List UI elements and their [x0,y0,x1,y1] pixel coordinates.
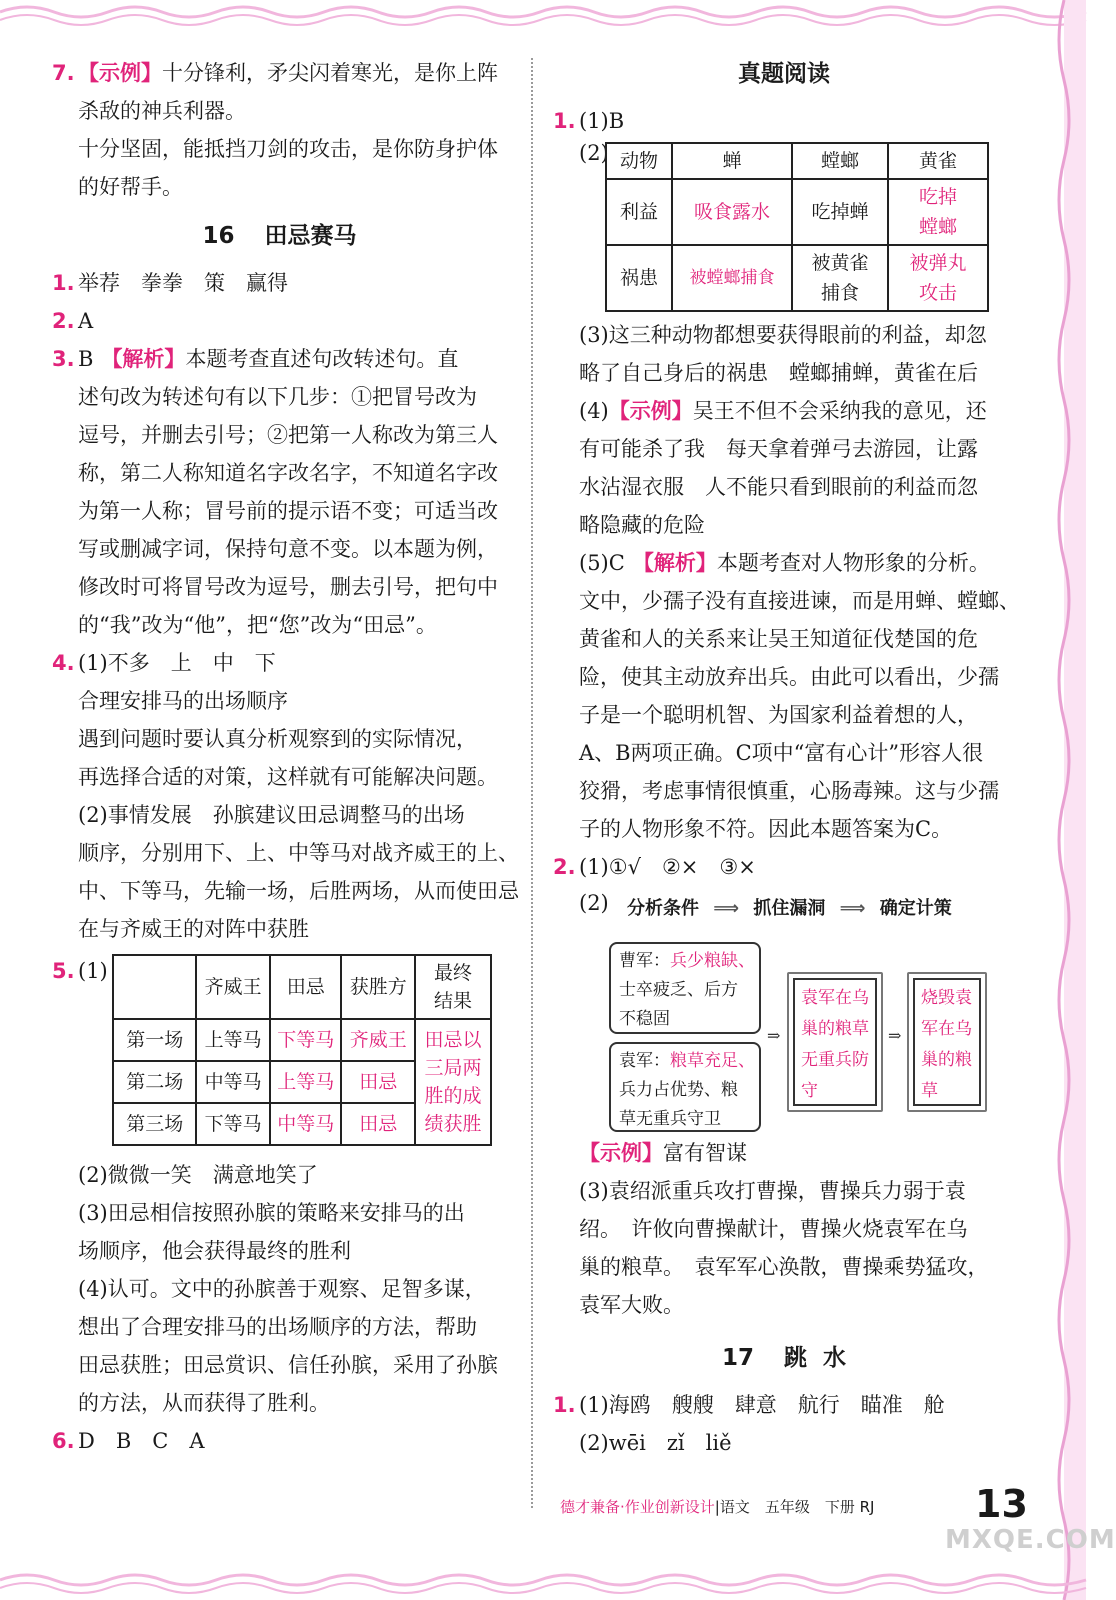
box-line: 草 [921,1081,938,1101]
table-header: 获胜方 [341,955,415,1019]
analysis-line: 子的人物形象不符。因此本题答案为C。 [579,817,953,841]
arrow-right-icon: ⟹ [839,898,866,919]
book-info: |语文 五年级 下册 RJ [714,1498,875,1516]
answer-line: 袁军大败。 [579,1293,684,1317]
table-cell: 利益 [606,179,672,245]
table-cell: 下等马 [270,1019,342,1061]
table-cell: 吃掉蝉 [792,179,888,245]
answer-line: 场顺序，他会获得最终的胜利 [78,1239,351,1263]
box-line: 军在乌 [921,1019,972,1039]
final-result-header: 最终结果 [433,962,472,1012]
section-name: 跳 [784,1345,807,1371]
answer-prefix: (2) [579,141,609,165]
reading-title: 真题阅读 [738,61,830,87]
flow-step: 抓住漏洞 [753,898,826,919]
answer-line: 略了自己身后的祸患 螳螂捕蝉，黄雀在后 [579,361,978,385]
answer-line: 遇到问题时要认真分析观察到的实际情况， [78,727,477,751]
flow-step: 确定计策 [879,898,952,919]
table-header: 田忌 [270,955,342,1019]
table-header: 齐威王 [196,955,270,1019]
answer-line: 【示例】富有智谋 [579,1141,747,1165]
arrow-right-icon: ⟹ [713,898,740,919]
pinyin-answer: (2)wēi zǐ liě [579,1431,732,1455]
box-pink-text: 粮草充足、 [670,1051,755,1071]
answer-line: 的方法，从而获得了胜利。 [78,1391,330,1415]
answer-prefix: (2) [579,891,609,915]
table-cell: 第三场 [113,1103,196,1145]
loophole-text [793,978,877,1106]
table-cell: 田忌 [341,1103,415,1145]
box-text: 不稳固 [619,1009,670,1029]
answer-line: (2)微微一笑 满意地笑了 [78,1163,318,1187]
brand-name: 德才兼备·作业创新设计 [560,1498,715,1516]
table-cell [888,179,988,245]
answer-7: 7. 【示例】十分锋利，矛尖闪着寒光，是你上阵 [52,61,498,85]
decorative-top-border [0,0,1086,30]
section-name: 田忌赛马 [264,223,357,249]
answer-line: 绍。 许攸向曹操献计，曹操火烧袁军在乌 [579,1217,968,1241]
section-number: 16 [202,223,235,249]
answer-line: 合理安排马的出场顺序 [78,689,288,713]
box-line: 守 [801,1081,818,1101]
right-column [553,54,1020,1462]
arrow-right-icon: ⇒ [888,1026,902,1045]
reasoning-flowchart [579,886,1015,1134]
answer-line: (3)田忌相信按照孙膑的策略来安排马的出 [78,1201,465,1225]
yuan-army-box [609,1042,761,1132]
answer-line: (3)这三种动物都想要获得眼前的利益，却忽 [579,323,987,347]
table-cell: 齐威王 [341,1019,415,1061]
answer-line: 在与齐威王的对阵中获胜 [78,917,309,941]
column-divider [531,58,533,1508]
table-cell: 下等马 [196,1103,270,1145]
animal-table [605,142,989,312]
answer-16-4: 4. (1)不多 上 中 下 [52,651,276,675]
answer-line: (2)事情发展 孙膑建议田忌调整马的出场 [78,803,465,827]
table-header: 蝉 [672,143,792,179]
final-result-text: 田忌以三局两胜的成绩获胜 [424,1028,482,1135]
section-name: 水 [823,1345,846,1371]
answer-line: (4)认可。文中的孙膑善于观察、足智多谋， [78,1277,486,1301]
analysis-line: 述句改为转述句有以下几步：①把冒号改为 [78,385,477,409]
section-title-16 [52,216,507,256]
answer-16-2: 2. A [52,309,94,333]
answer-line: 想出了合理安排马的出场顺序的方法，帮助 [78,1315,477,1339]
cell-text: 吃掉螳螂 [918,186,957,238]
table-cell: 中等马 [196,1061,270,1103]
analysis-line: 文中，少孺子没有直接进谏，而是用蝉、螳螂、 [579,589,1020,613]
section-title-17 [553,1338,1015,1378]
cao-army-box [609,942,761,1034]
table-cell: 第二场 [113,1061,196,1103]
decorative-bottom-border [0,1566,1086,1600]
strategy-text [913,978,981,1106]
table-header-empty [113,955,196,1019]
box-line: 巢的粮草 [801,1019,869,1039]
box-text: 兵力占优势、粮 [619,1080,738,1100]
table-header: 黄雀 [888,143,988,179]
box-line: 无重兵防 [801,1050,869,1070]
answer-line: (4)【示例】吴王不但不会采纳我的意见，还 [579,399,987,423]
watermark-logo: MXQE.COM [945,1525,1116,1555]
box-label: 袁军： [619,1051,670,1071]
answer-16-3: 3. B 【解析】本题考查直述句改转述句。直 [52,347,459,371]
answer-16-1: 1. 举荐 拳拳 策 赢得 [52,271,288,295]
box-text: 士卒疲乏、后方 [619,980,738,1000]
left-column [52,54,519,1460]
cell-text: 被弹丸攻击 [909,252,967,304]
table-cell: 田忌 [341,1061,415,1103]
table-cell: 被螳螂捕食 [672,245,792,311]
answer-line: (5)C 【解析】本题考查对人物形象的分析。 [579,551,990,575]
analysis-line: 子是一个聪明机智、为国家利益着想的人， [579,703,978,727]
analysis-line: 逗号，并删去引号；②把第一人称改为第三人 [78,423,498,447]
race-result-table [112,954,492,1146]
table-cell: 祸患 [606,245,672,311]
table-cell: 上等马 [196,1019,270,1061]
table-cell: 第一场 [113,1019,196,1061]
answer-line: 略隐藏的危险 [579,513,705,537]
answer-line: 田忌获胜；田忌赏识、信任孙膑，采用了孙膑 [78,1353,498,1377]
analysis-line: 称，第二人称知道名字改名字，不知道名字改 [78,461,498,485]
table-cell: 吸食露水 [672,179,792,245]
analysis-line: 写或删减字词，保持句意不变。以本题为例， [78,537,498,561]
box-pink-text: 兵少粮缺、 [670,951,755,971]
analysis-line: 的“我”改为“他”，把“您”改为“田忌”。 [78,613,437,637]
analysis-line: 为第一人称；冒号前的提示语不变；可适当改 [78,499,498,523]
table-cell: 上等马 [270,1061,342,1103]
analysis-line: A、B两项正确。C项中“富有心计”形容人很 [579,741,984,765]
cell-text: 被黄雀捕食 [811,252,869,304]
box-line: 巢的粮 [921,1050,972,1070]
table-cell [888,245,988,311]
section-number: 17 [721,1345,754,1371]
reading-2: 2. (1)①√ ②× ③× [553,855,756,879]
answer-7-line: 十分坚固，能抵挡刀剑的攻击，是你防身护体 [78,137,498,161]
box-line: 袁军在乌 [801,988,869,1008]
page-number: 13 [975,1482,1028,1526]
answer-line: 有可能杀了我 每天拿着弹弓去游园，让露 [579,437,978,461]
reading-1-table-wrap [553,140,1015,316]
answer-7-line: 的好帮手。 [78,175,183,199]
box-text: 草无重兵守卫 [619,1109,721,1129]
box-label: 曹军： [619,951,670,971]
answer-7-line: 杀敌的神兵利器。 [78,99,246,123]
loophole-box [787,972,883,1112]
answer-line: 中、下等马，先输一场，后胜两场，从而使田忌 [78,879,519,903]
analysis-line: 修改时可将冒号改为逗号，删去引号，把句中 [78,575,498,599]
answer-line: (3)袁绍派重兵攻打曹操，曹操兵力弱于袁 [579,1179,966,1203]
analysis-line: 险，使其主动放弃出兵。由此可以看出，少孺 [579,665,999,689]
answer-16-5 [52,952,507,1156]
answer-17-1: 1. (1)海鸥 艘艘 肆意 航行 瞄准 舱 [553,1393,945,1417]
table-header: 动物 [606,143,672,179]
answer-16-6: 6. D B C A [52,1429,205,1453]
table-header [415,955,491,1019]
table-cell [792,245,888,311]
answer-line: 水沾湿衣服 人不能只看到眼前的利益而忽 [579,475,978,499]
answer-line: 巢的粮草。 袁军军心涣散，曹操乘势猛攻， [579,1255,989,1279]
answer-line: 再选择合适的对策，这样就有可能解决问题。 [78,765,498,789]
strategy-box [907,972,987,1112]
decorative-right-border [1046,0,1086,1600]
reading-1: 1. (1)B [553,109,625,133]
final-result-cell [415,1019,491,1145]
answer-5-label: 5. (1) [52,959,108,983]
analysis-line: 黄雀和人的关系来让吴王知道征伐楚国的危 [579,627,978,651]
flow-steps [627,894,952,924]
flow-step: 分析条件 [627,898,699,919]
analysis-line: 狡猾，考虑事情很慎重，心肠毒辣。这与少孺 [579,779,999,803]
answer-line: 顺序，分别用下、上、中等马对战齐威王的上、 [78,841,519,865]
arrow-right-icon: ⇒ [767,1026,781,1045]
page-footer [560,1495,874,1519]
table-header: 螳螂 [792,143,888,179]
table-cell: 中等马 [270,1103,342,1145]
box-line: 烧毁袁 [921,988,972,1008]
